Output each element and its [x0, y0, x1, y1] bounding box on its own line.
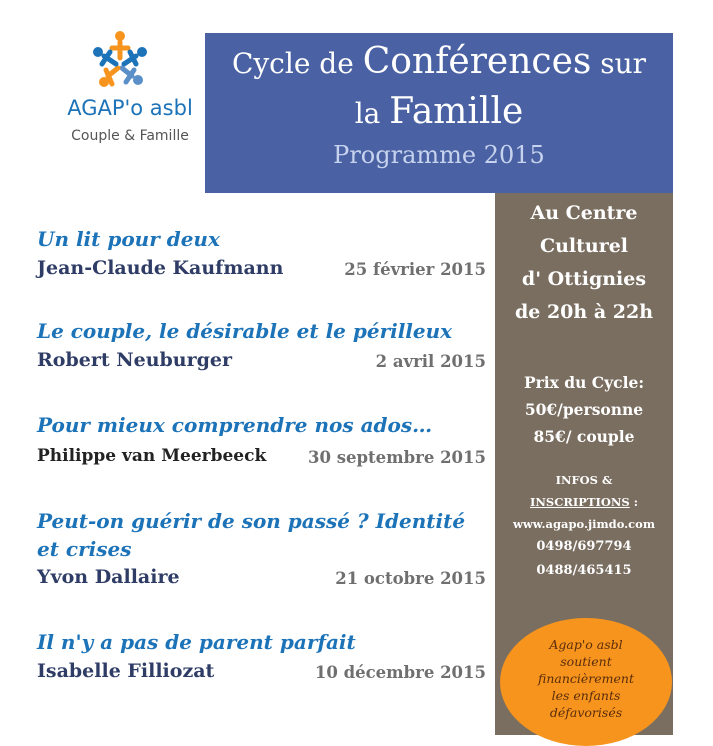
title-part: Famille	[389, 91, 524, 132]
infos-label: INFOS &	[555, 473, 613, 487]
venue-line: Au Centre	[530, 202, 638, 224]
badge-text	[500, 636, 672, 721]
talk-title: Il n'y a pas de parent parfait	[37, 630, 356, 654]
venue-line: Culturel	[539, 235, 629, 257]
website-link[interactable]: www.agapo.jimdo.com	[512, 517, 656, 531]
people-circle-logo-icon	[90, 30, 150, 92]
inscriptions-text: INSCRIPTIONS	[530, 495, 630, 509]
badge-line: soutient	[560, 654, 612, 669]
title-line-1	[205, 41, 673, 82]
talk-date: 21 octobre 2015	[335, 569, 486, 588]
talk-title: Un lit pour deux	[37, 227, 220, 251]
phone-number: 0498/697794	[536, 539, 632, 554]
talk-speaker: Robert Neuburger	[37, 349, 233, 371]
talk-title: Pour mieux comprendre nos ados…	[37, 413, 433, 437]
price-person: 50€/personne	[524, 400, 644, 419]
title-part: sur	[591, 47, 647, 80]
talk-date: 25 février 2015	[344, 260, 486, 279]
badge-line: financièrement	[538, 671, 634, 686]
title-part: Conférences	[362, 41, 592, 82]
inscriptions-colon: :	[629, 495, 638, 509]
price-couple: 85€/ couple	[533, 427, 635, 446]
price-label: Prix du Cycle:	[523, 373, 645, 392]
talk-speaker: Isabelle Filliozat	[37, 660, 215, 682]
inscriptions-label	[495, 491, 673, 513]
badge-line: les enfants	[551, 688, 621, 703]
infos-block	[495, 469, 673, 583]
venue-time: de 20h à 22h	[514, 301, 654, 323]
venue-line: d' Ottignies	[521, 268, 647, 290]
talk-title: Le couple, le désirable et le périlleux	[37, 319, 453, 343]
logo-subtitle: Couple & Famille	[71, 128, 189, 144]
badge-line: défavorisés	[549, 705, 623, 720]
talk-date: 2 avril 2015	[375, 352, 486, 371]
title-part: Cycle de	[231, 47, 363, 80]
badge-line: Agap'o asbl	[549, 637, 623, 652]
talk-date: 10 décembre 2015	[314, 663, 486, 682]
logo-name: AGAP'o asbl	[67, 96, 193, 120]
talk-date: 30 septembre 2015	[307, 448, 486, 467]
phone-number: 0488/465415	[536, 563, 632, 578]
talk-speaker: Yvon Dallaire	[37, 566, 180, 588]
talk-title-line-2: et crises	[37, 537, 132, 561]
charity-badge	[500, 618, 672, 746]
logo	[60, 30, 200, 160]
program-subtitle: Programme 2015	[333, 141, 545, 169]
talk-speaker: Philippe van Meerbeeck	[37, 446, 267, 466]
venue-block	[495, 197, 673, 329]
talk-speaker: Jean-Claude Kaufmann	[37, 257, 284, 279]
title-part: la	[354, 97, 390, 130]
page-title-box	[205, 33, 673, 193]
prices-block	[495, 369, 673, 450]
title-line-2	[205, 91, 673, 132]
talk-title-line-1: Peut-on guérir de son passé ? Identité	[37, 509, 466, 533]
